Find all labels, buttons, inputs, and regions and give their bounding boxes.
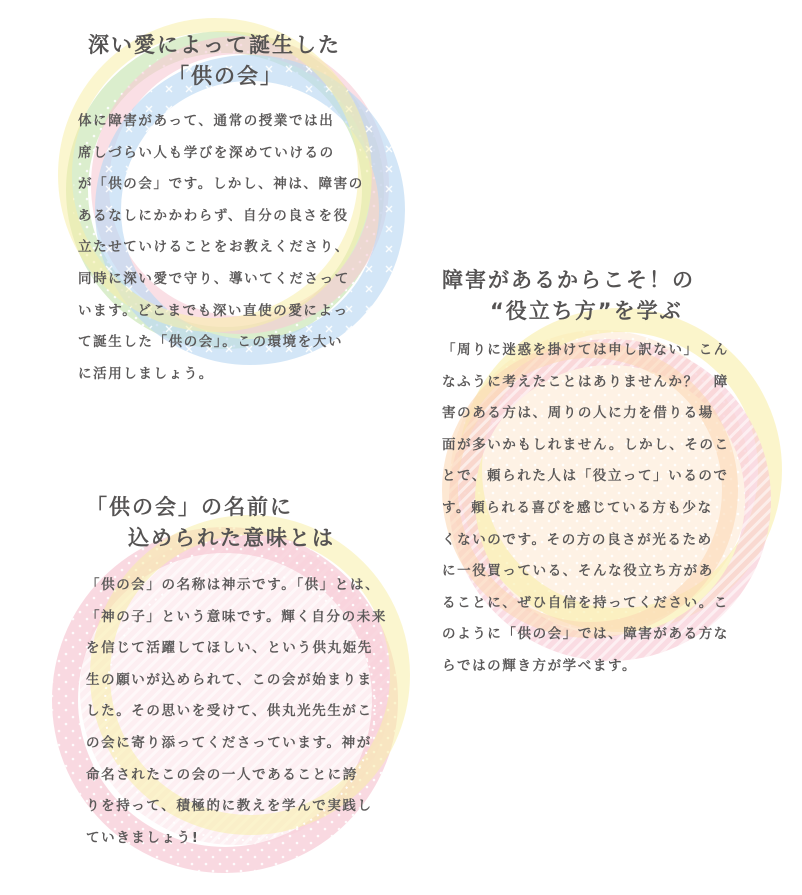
body-line: 命名されたこの会の一人であることに誇 xyxy=(86,766,358,783)
section-name-meaning-body xyxy=(86,570,416,854)
body-line: す。頼られる喜びを感じている方も少な xyxy=(442,499,713,516)
body-line: のように「供の会」では、障害がある方な xyxy=(442,626,729,643)
title-line: 深い愛によって誕生した xyxy=(88,33,341,57)
title-line: 込められた意味とは xyxy=(128,526,335,550)
section-role-title xyxy=(442,265,787,327)
section-origin-title xyxy=(78,30,398,92)
body-line: 生の願いが込められて、この会が始まりま xyxy=(86,671,373,688)
body-line: した。その思いを受けて、供丸光先生がこ xyxy=(86,703,373,720)
body-line: なふうに考えたことはありませんか？ 障 xyxy=(442,373,729,390)
body-line: 席しづらい人も学びを深めていけるの xyxy=(78,144,335,161)
title-line: 「供の会」の名前に xyxy=(86,495,293,519)
body-line: に一役買っている、そんな役立ち方があ xyxy=(442,563,714,580)
body-line: 面が多いかもしれません。しかし、そのこ xyxy=(442,436,730,453)
title-line: “役立ち方”を学ぶ xyxy=(490,299,683,323)
body-line: て誕生した「供の会」。この環境を大い xyxy=(78,334,344,351)
body-line: 同時に深い愛で守り、導いてくださって xyxy=(78,270,350,287)
section-origin-body xyxy=(78,106,398,390)
body-line: りを持って、積極的に教えを学んで実践し xyxy=(86,798,373,815)
body-line: の会に寄り添ってくださっています。神が xyxy=(86,734,372,751)
body-line: らではの輝き方が学べます。 xyxy=(442,657,638,674)
section-name-meaning xyxy=(86,492,416,854)
body-line: います。どこまでも深い直使の愛によっ xyxy=(78,302,349,319)
body-line: 体に障害があって、通常の授業では出 xyxy=(78,113,335,129)
body-line: ることに、ぜひ自信を持ってください。こ xyxy=(442,594,729,611)
body-line: に活用しましょう。 xyxy=(78,365,214,382)
body-line: とで、頼られた人は「役立って」いるので xyxy=(442,468,729,485)
section-name-meaning-title xyxy=(86,492,416,554)
body-line: くないのです。その方の良さが光るため xyxy=(442,531,713,548)
section-role xyxy=(442,265,787,683)
section-origin xyxy=(78,30,398,390)
body-line: を信じて活躍してほしい、という供丸姫先 xyxy=(86,640,373,657)
body-line: 立たせていけることをお教えくださり、 xyxy=(78,239,350,256)
body-line: 「周りに迷惑を掛けては申し訳ない」こん xyxy=(442,342,729,358)
section-role-body xyxy=(442,335,787,683)
body-line: 「供の会」の名称は神示です。「供」とは、 xyxy=(86,577,381,593)
body-line: あるなしにかかわらず、自分の良さを役 xyxy=(78,207,349,224)
title-line: 障害があるからこそ！の xyxy=(442,268,695,292)
body-line: が「供の会」です。しかし、神は、障害の xyxy=(78,176,364,193)
body-line: 「神の子」という意味です。輝く自分の未来 xyxy=(86,608,387,625)
title-line: 「供の会」 xyxy=(168,64,283,88)
body-line: ていきましょう! xyxy=(86,829,200,846)
body-line: 害のある方は、周りの人に力を借りる場 xyxy=(442,405,714,422)
